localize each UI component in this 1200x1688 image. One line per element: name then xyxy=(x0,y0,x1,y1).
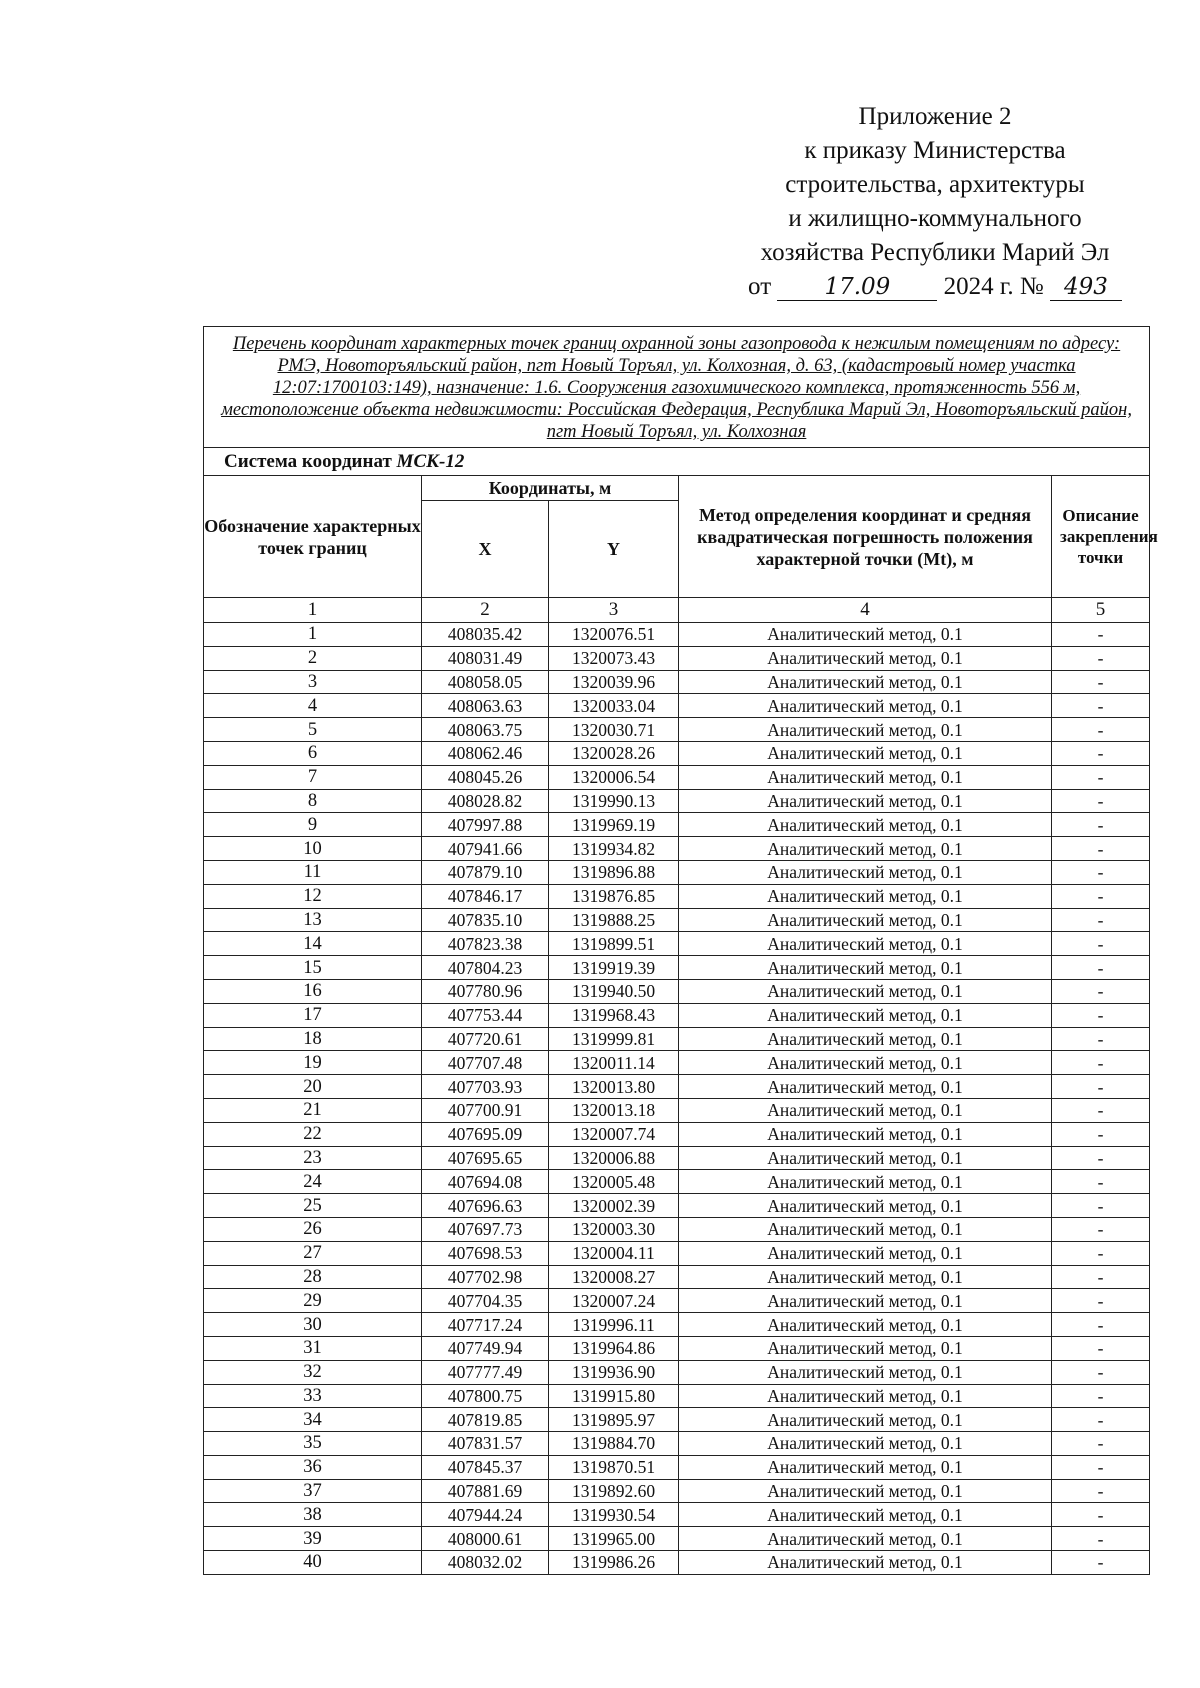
fixation-description: - xyxy=(1052,1336,1150,1360)
coord-x: 408063.75 xyxy=(422,718,549,742)
method: Аналитический метод, 0.1 xyxy=(679,1146,1052,1170)
table-row xyxy=(204,932,1150,956)
appendix-line: к приказу Министерства xyxy=(804,137,1066,164)
method: Аналитический метод, 0.1 xyxy=(679,694,1052,718)
coord-y: 1320013.18 xyxy=(549,1098,679,1122)
coord-y: 1320003.30 xyxy=(549,1217,679,1241)
coord-x: 408062.46 xyxy=(422,741,549,765)
point-number: 38 xyxy=(204,1503,422,1527)
point-number: 32 xyxy=(204,1360,422,1384)
coord-x: 407831.57 xyxy=(422,1432,549,1456)
fixation-description: - xyxy=(1052,1313,1150,1337)
coord-y: 1319895.97 xyxy=(549,1408,679,1432)
point-number: 25 xyxy=(204,1194,422,1218)
point-number: 16 xyxy=(204,979,422,1003)
point-number: 36 xyxy=(204,1455,422,1479)
coord-x: 407800.75 xyxy=(422,1384,549,1408)
point-number: 30 xyxy=(204,1313,422,1337)
fixation-description: - xyxy=(1052,1432,1150,1456)
column-number: 3 xyxy=(549,598,679,623)
fixation-description: - xyxy=(1052,908,1150,932)
coord-y: 1319876.85 xyxy=(549,884,679,908)
point-number: 12 xyxy=(204,884,422,908)
table-row xyxy=(204,1051,1150,1075)
coord-y: 1319968.43 xyxy=(549,1003,679,1027)
point-number: 8 xyxy=(204,789,422,813)
coord-x: 408032.02 xyxy=(422,1551,549,1575)
method: Аналитический метод, 0.1 xyxy=(679,1360,1052,1384)
coord-y: 1319969.19 xyxy=(549,813,679,837)
coord-x: 407702.98 xyxy=(422,1265,549,1289)
fixation-description: - xyxy=(1052,1122,1150,1146)
table-row xyxy=(204,1455,1150,1479)
table-row xyxy=(204,1075,1150,1099)
fixation-description: - xyxy=(1052,979,1150,1003)
method: Аналитический метод, 0.1 xyxy=(679,1027,1052,1051)
coord-y: 1319990.13 xyxy=(549,789,679,813)
method: Аналитический метод, 0.1 xyxy=(679,908,1052,932)
point-number: 15 xyxy=(204,956,422,980)
point-number: 31 xyxy=(204,1336,422,1360)
appendix-line: хозяйства Республики Марий Эл xyxy=(760,239,1110,266)
fixation-description: - xyxy=(1052,956,1150,980)
coord-y: 1319888.25 xyxy=(549,908,679,932)
method: Аналитический метод, 0.1 xyxy=(679,1479,1052,1503)
coord-y: 1320004.11 xyxy=(549,1241,679,1265)
table-row xyxy=(204,694,1150,718)
fixation-description: - xyxy=(1052,1527,1150,1551)
date-prefix: от xyxy=(748,273,772,300)
point-number: 14 xyxy=(204,932,422,956)
table-row xyxy=(204,837,1150,861)
point-number: 9 xyxy=(204,813,422,837)
table-row xyxy=(204,1003,1150,1027)
method: Аналитический метод, 0.1 xyxy=(679,1098,1052,1122)
method: Аналитический метод, 0.1 xyxy=(679,1527,1052,1551)
table-row xyxy=(204,908,1150,932)
coord-x: 407777.49 xyxy=(422,1360,549,1384)
method: Аналитический метод, 0.1 xyxy=(679,1432,1052,1456)
coord-x: 407697.73 xyxy=(422,1217,549,1241)
method: Аналитический метод, 0.1 xyxy=(679,837,1052,861)
column-number: 2 xyxy=(422,598,549,623)
fixation-description: - xyxy=(1052,1051,1150,1075)
coord-y: 1320007.24 xyxy=(549,1289,679,1313)
method: Аналитический метод, 0.1 xyxy=(679,1408,1052,1432)
fixation-description: - xyxy=(1052,1003,1150,1027)
table-row xyxy=(204,1194,1150,1218)
point-number: 1 xyxy=(204,623,422,647)
method: Аналитический метод, 0.1 xyxy=(679,1551,1052,1575)
method: Аналитический метод, 0.1 xyxy=(679,718,1052,742)
method: Аналитический метод, 0.1 xyxy=(679,670,1052,694)
table-row xyxy=(204,884,1150,908)
coord-x: 408063.63 xyxy=(422,694,549,718)
method: Аналитический метод, 0.1 xyxy=(679,1241,1052,1265)
fixation-description: - xyxy=(1052,813,1150,837)
coord-y: 1320033.04 xyxy=(549,694,679,718)
method: Аналитический метод, 0.1 xyxy=(679,956,1052,980)
method: Аналитический метод, 0.1 xyxy=(679,860,1052,884)
method: Аналитический метод, 0.1 xyxy=(679,1051,1052,1075)
table-row xyxy=(204,1360,1150,1384)
fixation-description: - xyxy=(1052,1503,1150,1527)
col-header-method: Метод определения координат и средняя квадратическая погрешность положения характерной точки (Mt), м xyxy=(679,476,1052,598)
coord-y: 1319915.80 xyxy=(549,1384,679,1408)
method: Аналитический метод, 0.1 xyxy=(679,1313,1052,1337)
point-number: 40 xyxy=(204,1551,422,1575)
method: Аналитический метод, 0.1 xyxy=(679,765,1052,789)
coord-x: 407881.69 xyxy=(422,1479,549,1503)
table-row xyxy=(204,1098,1150,1122)
coord-y: 1319896.88 xyxy=(549,860,679,884)
coord-y: 1319999.81 xyxy=(549,1027,679,1051)
fixation-description: - xyxy=(1052,623,1150,647)
fixation-description: - xyxy=(1052,1551,1150,1575)
coord-x: 407804.23 xyxy=(422,956,549,980)
fixation-description: - xyxy=(1052,1289,1150,1313)
coord-x: 407707.48 xyxy=(422,1051,549,1075)
coord-x: 407749.94 xyxy=(422,1336,549,1360)
coord-x: 407819.85 xyxy=(422,1408,549,1432)
method: Аналитический метод, 0.1 xyxy=(679,1217,1052,1241)
table-row xyxy=(204,813,1150,837)
point-number: 13 xyxy=(204,908,422,932)
fixation-description: - xyxy=(1052,646,1150,670)
fixation-description: - xyxy=(1052,932,1150,956)
coordinates-table xyxy=(203,326,1158,1575)
coord-y: 1320002.39 xyxy=(549,1194,679,1218)
coord-x: 407823.38 xyxy=(422,932,549,956)
fixation-description: - xyxy=(1052,1098,1150,1122)
table-row xyxy=(204,956,1150,980)
point-number: 11 xyxy=(204,860,422,884)
table-row xyxy=(204,979,1150,1003)
coord-y: 1319996.11 xyxy=(549,1313,679,1337)
coord-y: 1319934.82 xyxy=(549,837,679,861)
point-number: 28 xyxy=(204,1265,422,1289)
table-row xyxy=(204,1217,1150,1241)
col-header-x: X xyxy=(422,501,549,598)
column-number: 1 xyxy=(204,598,422,623)
coord-y: 1320006.88 xyxy=(549,1146,679,1170)
column-number: 5 xyxy=(1052,598,1150,623)
table-row xyxy=(204,1527,1150,1551)
method: Аналитический метод, 0.1 xyxy=(679,1503,1052,1527)
coord-x: 408000.61 xyxy=(422,1527,549,1551)
fixation-description: - xyxy=(1052,1217,1150,1241)
table-row xyxy=(204,1313,1150,1337)
table-row xyxy=(204,1241,1150,1265)
handwritten-date: 17.09 xyxy=(777,274,937,301)
order-date-line xyxy=(700,270,1170,304)
fixation-description: - xyxy=(1052,1027,1150,1051)
coord-y: 1320006.54 xyxy=(549,765,679,789)
coord-x: 407941.66 xyxy=(422,837,549,861)
coord-y: 1320008.27 xyxy=(549,1265,679,1289)
fixation-description: - xyxy=(1052,1384,1150,1408)
table-row xyxy=(204,1408,1150,1432)
method: Аналитический метод, 0.1 xyxy=(679,1384,1052,1408)
method: Аналитический метод, 0.1 xyxy=(679,1075,1052,1099)
coord-x: 407845.37 xyxy=(422,1455,549,1479)
point-number: 27 xyxy=(204,1241,422,1265)
table-row xyxy=(204,718,1150,742)
table-row xyxy=(204,1503,1150,1527)
point-number: 10 xyxy=(204,837,422,861)
handwritten-order-number: 493 xyxy=(1050,274,1122,301)
table-row xyxy=(204,741,1150,765)
coord-x: 407700.91 xyxy=(422,1098,549,1122)
coord-y: 1319965.00 xyxy=(549,1527,679,1551)
appendix-line: и жилищно-коммунального xyxy=(788,205,1082,232)
coord-y: 1320039.96 xyxy=(549,670,679,694)
col-header-point: Обозначение характерных точек границ xyxy=(204,476,422,598)
column-numbers-row xyxy=(204,598,1150,623)
table-row xyxy=(204,1289,1150,1313)
fixation-description: - xyxy=(1052,1408,1150,1432)
fixation-description: - xyxy=(1052,1265,1150,1289)
coord-y: 1319986.26 xyxy=(549,1551,679,1575)
coord-y: 1319964.86 xyxy=(549,1336,679,1360)
point-number: 26 xyxy=(204,1217,422,1241)
fixation-description: - xyxy=(1052,1170,1150,1194)
method: Аналитический метод, 0.1 xyxy=(679,741,1052,765)
col-header-y: Y xyxy=(549,501,679,598)
table-row xyxy=(204,1170,1150,1194)
table-row xyxy=(204,1336,1150,1360)
table-title: Перечень координат характерных точек границ охранной зоны газопровода к нежилым помещениям по адресу: РМЭ, Новоторъяльский район, пгт Новый Торъял, ул. Колхозная, д. 63, (кадастровый номер участка 12:07:1700103:149), назначение: 1.6. Сооружения газохимического комплекса, протяженность 556 м, местоположение объекта недвижимости: Российская Федерация, Республика Марий Эл, Новоторъяльский район, пгт Новый Торъял, ул. Колхозная xyxy=(204,327,1150,448)
method: Аналитический метод, 0.1 xyxy=(679,932,1052,956)
table-row xyxy=(204,765,1150,789)
method: Аналитический метод, 0.1 xyxy=(679,1265,1052,1289)
table-row xyxy=(204,1027,1150,1051)
point-number: 17 xyxy=(204,1003,422,1027)
point-number: 22 xyxy=(204,1122,422,1146)
fixation-description: - xyxy=(1052,837,1150,861)
coord-x: 407703.93 xyxy=(422,1075,549,1099)
coord-x: 408035.42 xyxy=(422,623,549,647)
table-row xyxy=(204,1432,1150,1456)
coord-x: 407698.53 xyxy=(422,1241,549,1265)
fixation-description: - xyxy=(1052,670,1150,694)
coord-x: 408058.05 xyxy=(422,670,549,694)
coord-y: 1320007.74 xyxy=(549,1122,679,1146)
point-number: 29 xyxy=(204,1289,422,1313)
coord-y: 1319940.50 xyxy=(549,979,679,1003)
appendix-line: строительства, архитектуры xyxy=(785,171,1085,198)
column-number: 4 xyxy=(679,598,1052,623)
point-number: 34 xyxy=(204,1408,422,1432)
coord-y: 1320030.71 xyxy=(549,718,679,742)
point-number: 4 xyxy=(204,694,422,718)
table-row xyxy=(204,623,1150,647)
fixation-description: - xyxy=(1052,860,1150,884)
coord-x: 407780.96 xyxy=(422,979,549,1003)
col-header-desc: Описание закрепления точки xyxy=(1052,476,1150,598)
col-header-coords: Координаты, м xyxy=(422,476,679,501)
coord-x: 407717.24 xyxy=(422,1313,549,1337)
fixation-description: - xyxy=(1052,1479,1150,1503)
table-row xyxy=(204,860,1150,884)
point-number: 19 xyxy=(204,1051,422,1075)
coord-x: 408045.26 xyxy=(422,765,549,789)
coord-y: 1320028.26 xyxy=(549,741,679,765)
fixation-description: - xyxy=(1052,741,1150,765)
coord-y: 1320076.51 xyxy=(549,623,679,647)
coord-x: 407944.24 xyxy=(422,1503,549,1527)
method: Аналитический метод, 0.1 xyxy=(679,1003,1052,1027)
fixation-description: - xyxy=(1052,1194,1150,1218)
coord-y: 1320011.14 xyxy=(549,1051,679,1075)
method: Аналитический метод, 0.1 xyxy=(679,623,1052,647)
fixation-description: - xyxy=(1052,694,1150,718)
coord-x: 407696.63 xyxy=(422,1194,549,1218)
method: Аналитический метод, 0.1 xyxy=(679,1455,1052,1479)
point-number: 5 xyxy=(204,718,422,742)
method: Аналитический метод, 0.1 xyxy=(679,789,1052,813)
fixation-description: - xyxy=(1052,1455,1150,1479)
coord-x: 407695.65 xyxy=(422,1146,549,1170)
point-number: 7 xyxy=(204,765,422,789)
fixation-description: - xyxy=(1052,789,1150,813)
coord-y: 1319930.54 xyxy=(549,1503,679,1527)
coord-x: 407704.35 xyxy=(422,1289,549,1313)
coord-y: 1319899.51 xyxy=(549,932,679,956)
coord-y: 1320005.48 xyxy=(549,1170,679,1194)
fixation-description: - xyxy=(1052,1075,1150,1099)
coord-x: 407846.17 xyxy=(422,884,549,908)
coord-x: 408028.82 xyxy=(422,789,549,813)
coord-y: 1320073.43 xyxy=(549,646,679,670)
point-number: 24 xyxy=(204,1170,422,1194)
coord-x: 407997.88 xyxy=(422,813,549,837)
table-row xyxy=(204,789,1150,813)
method: Аналитический метод, 0.1 xyxy=(679,646,1052,670)
point-number: 35 xyxy=(204,1432,422,1456)
appendix-line: Приложение 2 xyxy=(858,103,1012,130)
table-row xyxy=(204,1265,1150,1289)
coordinate-system-value: МСК-12 xyxy=(396,450,465,472)
coord-x: 407694.08 xyxy=(422,1170,549,1194)
year-text: 2024 г. № xyxy=(943,273,1044,300)
table-row xyxy=(204,646,1150,670)
method: Аналитический метод, 0.1 xyxy=(679,1194,1052,1218)
fixation-description: - xyxy=(1052,765,1150,789)
coord-y: 1319936.90 xyxy=(549,1360,679,1384)
method: Аналитический метод, 0.1 xyxy=(679,979,1052,1003)
coord-x: 407879.10 xyxy=(422,860,549,884)
coord-x: 407720.61 xyxy=(422,1027,549,1051)
fixation-description: - xyxy=(1052,1146,1150,1170)
coord-y: 1319870.51 xyxy=(549,1455,679,1479)
point-number: 37 xyxy=(204,1479,422,1503)
table-row xyxy=(204,1384,1150,1408)
coord-y: 1319884.70 xyxy=(549,1432,679,1456)
method: Аналитический метод, 0.1 xyxy=(679,884,1052,908)
coord-y: 1319892.60 xyxy=(549,1479,679,1503)
coord-x: 408031.49 xyxy=(422,646,549,670)
coord-x: 407835.10 xyxy=(422,908,549,932)
appendix-header xyxy=(700,100,1170,304)
method: Аналитический метод, 0.1 xyxy=(679,1122,1052,1146)
point-number: 21 xyxy=(204,1098,422,1122)
table-row xyxy=(204,1479,1150,1503)
coordinate-system-label: Система координат xyxy=(224,450,392,472)
method: Аналитический метод, 0.1 xyxy=(679,813,1052,837)
table-row xyxy=(204,1551,1150,1575)
table-row xyxy=(204,1146,1150,1170)
coordinate-system xyxy=(204,448,1150,476)
coord-y: 1320013.80 xyxy=(549,1075,679,1099)
point-number: 18 xyxy=(204,1027,422,1051)
fixation-description: - xyxy=(1052,718,1150,742)
table-row xyxy=(204,670,1150,694)
coord-x: 407695.09 xyxy=(422,1122,549,1146)
coord-y: 1319919.39 xyxy=(549,956,679,980)
point-number: 2 xyxy=(204,646,422,670)
point-number: 39 xyxy=(204,1527,422,1551)
point-number: 20 xyxy=(204,1075,422,1099)
method: Аналитический метод, 0.1 xyxy=(679,1289,1052,1313)
point-number: 23 xyxy=(204,1146,422,1170)
fixation-description: - xyxy=(1052,1360,1150,1384)
point-number: 6 xyxy=(204,741,422,765)
point-number: 33 xyxy=(204,1384,422,1408)
method: Аналитический метод, 0.1 xyxy=(679,1170,1052,1194)
fixation-description: - xyxy=(1052,884,1150,908)
fixation-description: - xyxy=(1052,1241,1150,1265)
table-row xyxy=(204,1122,1150,1146)
point-number: 3 xyxy=(204,670,422,694)
method: Аналитический метод, 0.1 xyxy=(679,1336,1052,1360)
coord-x: 407753.44 xyxy=(422,1003,549,1027)
